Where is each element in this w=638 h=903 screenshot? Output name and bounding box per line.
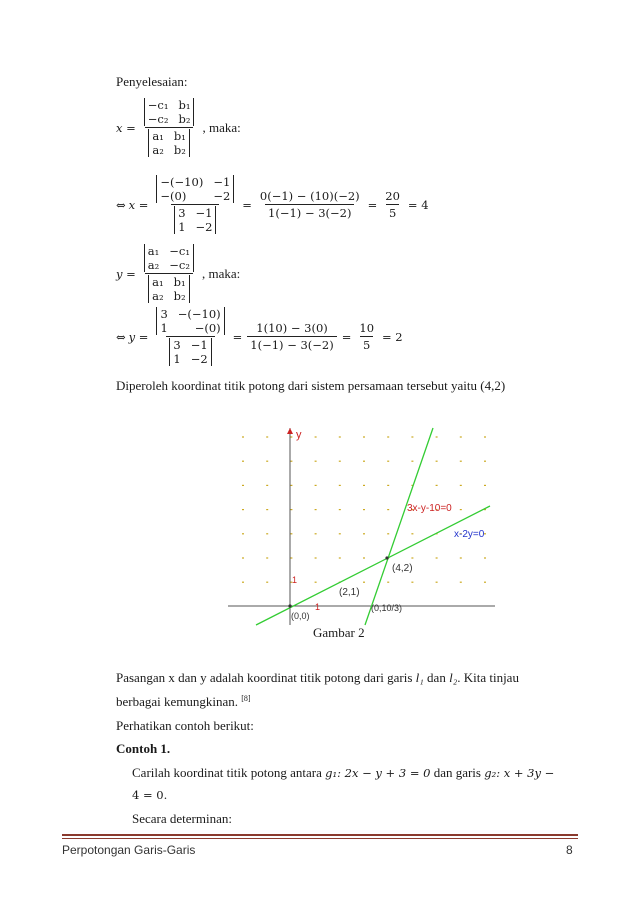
paragraph-2: Perhatikan contoh berikut: xyxy=(116,718,254,733)
eq2-num-det: −(−10) −1 −(0) −2 xyxy=(156,175,234,203)
citation-ref: [8] xyxy=(241,694,251,703)
footer-rule xyxy=(62,834,578,836)
y-axis-arrow-icon xyxy=(287,428,293,434)
equation-y-general xyxy=(116,244,240,303)
iff-symbol: ⇔ xyxy=(116,197,126,212)
footer-title: Perpotongan Garis-Garis xyxy=(62,843,196,857)
eq4-fraction xyxy=(153,307,227,366)
result-sentence: Diperoleh koordinat titik potong dari sistem persamaan tersebut yaitu (4,2) xyxy=(116,378,506,393)
line-3x-y-10 xyxy=(365,428,433,625)
page-number: 8 xyxy=(566,843,573,857)
point-4-2 xyxy=(385,556,388,559)
figure-caption: Gambar 2 xyxy=(313,625,365,640)
point-origin xyxy=(288,604,291,607)
eq3-fraction xyxy=(141,244,197,303)
tick-label-x-1: 1 xyxy=(315,602,321,612)
point-label-0-10-3: (0,10/3) xyxy=(371,603,403,613)
symbol-l1: l₁ xyxy=(415,670,424,685)
eq2-fraction xyxy=(153,175,237,234)
eq4-step-fraction: $\frac{1(10) - 3(0)}{1(-1) - 3(-2)}$ xyxy=(247,321,336,352)
equation-x-general xyxy=(116,98,241,157)
axis-y-label: y xyxy=(296,429,302,441)
equation-g1: g₁: 2x − y + 3 = 0 xyxy=(325,766,431,780)
example-line-3: Secara determinan: xyxy=(132,811,232,826)
eq3-den-det: a₁ b₁ a₂ b₂ xyxy=(148,275,189,303)
solution-heading: Penyelesaian: xyxy=(116,74,188,89)
eq2-lhs: x = xyxy=(128,197,149,212)
eq4-result: = 2 xyxy=(382,329,403,344)
eq2-simple-fraction: $\frac{20}{5}$ xyxy=(385,189,400,220)
eq4-lhs: y = xyxy=(128,329,149,344)
eq3-maka: , maka: xyxy=(201,265,241,281)
eq3-num-det: a₁ −c₁ a₂ −c₂ xyxy=(144,244,194,272)
equation-g2: g₂: x + 3y − xyxy=(484,766,555,780)
example-line-1: Carilah koordinat titik potong antara g₁: 2x − y + 3 = 0 dan garis g₂: x + 3y − xyxy=(132,765,555,780)
symbol-l2: l₂ xyxy=(449,670,458,685)
line2-label: x-2y=0 xyxy=(454,529,485,540)
eq1-den-det: a₁ b₁ a₂ b₂ xyxy=(148,129,189,157)
eq4-simple-fraction: $\frac{10}{5}$ xyxy=(359,321,375,352)
eq1-num-det: −c₁ b₁ −c₂ b₂ xyxy=(144,98,195,126)
equation-x-numeric: ⇔ x = −(−10) −1 −(0) −2 3 −1 1 −2 = $\frac{0(-1) - (10)(-2)}{1(-1) - 3(-2)}$ = $\frac{20}{5}$ = 4 xyxy=(116,175,429,234)
eq2-step-fraction: $\frac{0(-1) - (10)(-2)}{1(-1) - 3(-2)}$ xyxy=(259,189,360,220)
paragraph-line-2: berbagai kemungkinan. [8] xyxy=(116,694,251,709)
point-label-2-1: (2,1) xyxy=(339,587,360,598)
eq4-den-det: 3 −1 1 −2 xyxy=(169,338,211,366)
footer-rule-thin xyxy=(62,838,578,839)
point-label-4-2: (4,2) xyxy=(392,563,413,574)
eq1-maka: , maka: xyxy=(202,119,241,135)
iff-symbol: ⇔ xyxy=(116,329,126,344)
paragraph-line-1: Pasangan x dan y adalah koordinat titik potong dari garis l₁ dan l₂. Kita tinjau xyxy=(116,670,519,685)
intersection-graph xyxy=(220,420,500,640)
eq4-num-det: 3 −(−10) 1 −(0) xyxy=(156,307,224,335)
eq2-den-det: 3 −1 1 −2 xyxy=(174,206,216,234)
equation-y-numeric: ⇔ y = 3 −(−10) 1 −(0) 3 −1 1 −2 = $\frac{1(10) - 3(0)}{1(-1) - 3(-2)}$ = $\frac{10}{5}$ = 2 xyxy=(116,307,403,366)
example-heading: Contoh 1. xyxy=(116,741,171,756)
point-label-origin: (0,0) xyxy=(291,611,310,621)
eq1-lhs: x = xyxy=(116,120,136,135)
tick-label-y-1: 1 xyxy=(292,575,298,585)
eq3-lhs: y = xyxy=(116,266,136,281)
example-line-2: 4 = 0. xyxy=(132,788,168,802)
eq1-fraction xyxy=(141,98,198,157)
eq2-result: = 4 xyxy=(407,197,429,212)
line1-label: 3x-y-10=0 xyxy=(407,503,452,514)
